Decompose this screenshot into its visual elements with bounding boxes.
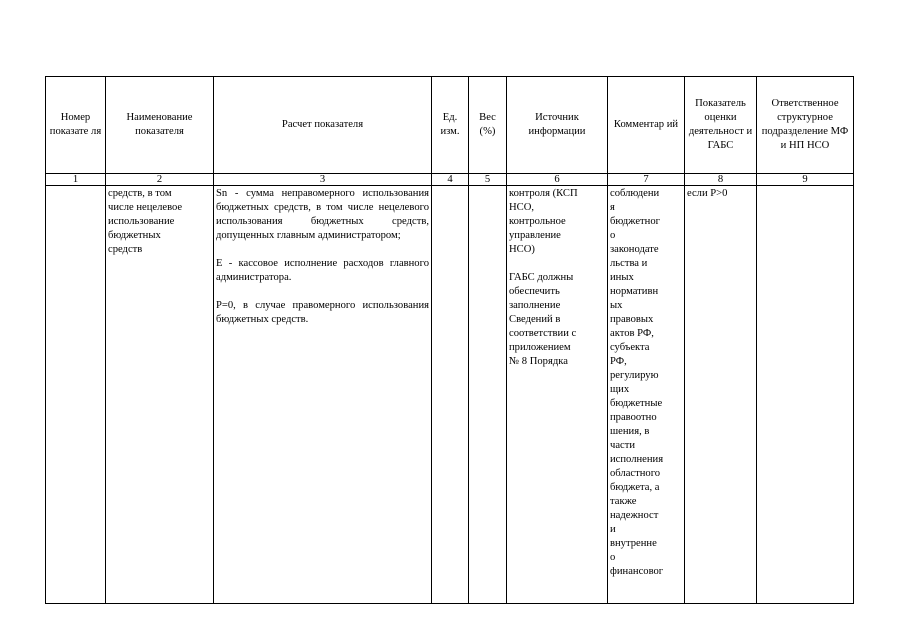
header-source: Источник информации [507,77,608,174]
calculation-paragraph: Р=0, в случае правомерного использования бюджетных средств. [216,300,429,325]
column-number: 3 [214,174,432,186]
column-number: 2 [106,174,214,186]
cell-calculation [214,186,432,604]
header-name: Наименование показателя [106,77,214,174]
header-row [46,77,854,174]
header-calculation: Расчет показателя [214,77,432,174]
column-number: 5 [469,174,507,186]
source-paragraph: ГАБС должны обеспечить заполнение Сведений в соответствии с приложением № 8 Порядка [509,272,577,367]
header-comment: Комментар ий [608,77,685,174]
header-unit: Ед. изм. [432,77,469,174]
cell-weight [469,186,507,604]
cell-name [106,186,214,604]
cell-name-text: средств, в том числе нецелевое использование бюджетных средств [108,188,183,255]
column-number: 9 [757,174,854,186]
indicators-table [45,76,854,604]
header-number: Номер показате ля [46,77,106,174]
header-department: Ответственное структурное подразделение МФ и НП НСО [757,77,854,174]
column-number: 1 [46,174,106,186]
cell-source [507,186,608,604]
column-number: 4 [432,174,469,186]
header-evaluation: Показатель оценки деятельност и ГАБС [685,77,757,174]
cell-department [757,186,854,604]
cell-comment-text: соблюдени я бюджетног о законодате льства и иных нормативн ых правовых актов РФ, субъекта РФ, регулирую щих бюджетные правоотно шения, в части исполнения областного бюджета, а также надежност и внутренне о финансовог [610,188,664,577]
cell-unit [432,186,469,604]
column-number: 6 [507,174,608,186]
cell-number [46,186,106,604]
header-weight: Вес (%) [469,77,507,174]
calculation-paragraph: Е - кассовое исполнение расходов главного администратора. [216,258,429,283]
cell-evaluation: если Р>0 [685,186,757,604]
column-number-row [46,174,854,186]
source-paragraph: контроля (КСП НСО, контрольное управление НСО) [509,188,578,255]
table-row [46,186,854,604]
column-number: 7 [608,174,685,186]
cell-comment [608,186,685,604]
column-number: 8 [685,174,757,186]
calculation-paragraph: Sn - сумма неправомерного использования бюджетных средств, в том числе нецелевого использования бюджетных средств, допущенных главным администратором; [216,188,429,241]
